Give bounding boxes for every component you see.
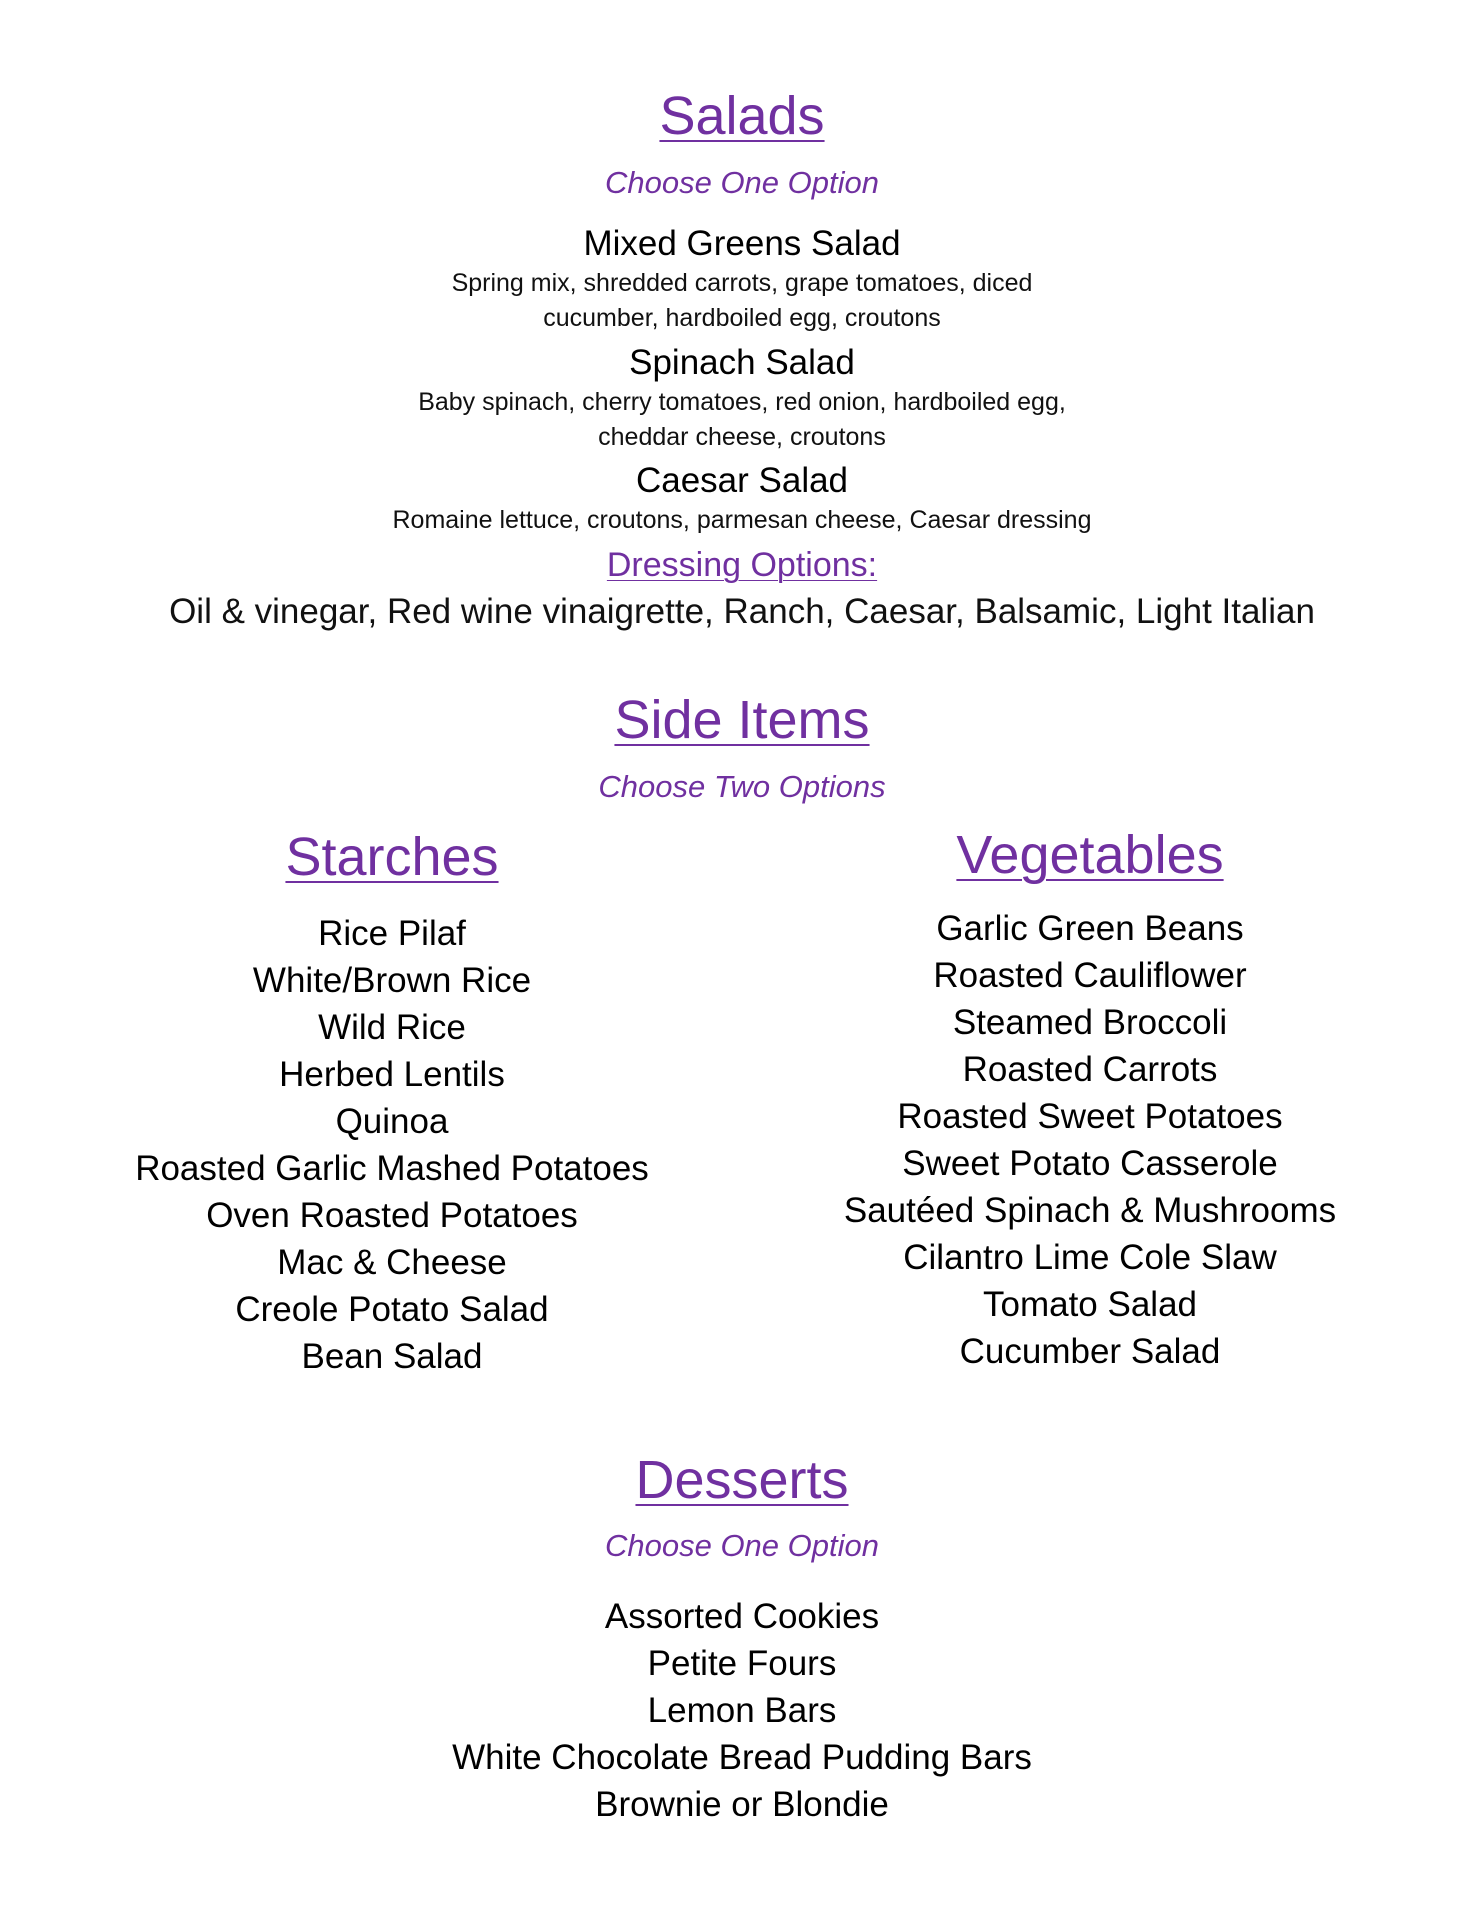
salad-description: Baby spinach, cherry tomatoes, red onion, hardboiled egg, (418, 388, 1066, 416)
salad-description: Romaine lettuce, croutons, parmesan cheese, Caesar dressing (392, 506, 1092, 534)
list-item: Rice Pilaf (318, 914, 466, 953)
list-item: Lemon Bars (647, 1691, 837, 1730)
list-item: Sautéed Spinach & Mushrooms (843, 1191, 1337, 1230)
list-item: Roasted Sweet Potatoes (897, 1097, 1283, 1136)
list-item: Bean Salad (301, 1337, 483, 1376)
list-item: Quinoa (335, 1102, 449, 1141)
list-item: Roasted Cauliflower (933, 956, 1247, 995)
list-item: Garlic Green Beans (936, 909, 1244, 948)
dressing-options-label: Dressing Options: (606, 546, 878, 584)
list-item: Wild Rice (318, 1008, 466, 1047)
list-item: Roasted Garlic Mashed Potatoes (135, 1149, 649, 1188)
salad-name: Mixed Greens Salad (583, 224, 901, 263)
salads-heading: Salads (659, 86, 825, 146)
list-item: Roasted Carrots (962, 1050, 1218, 1089)
list-item: Brownie or Blondie (595, 1785, 889, 1824)
desserts-heading: Desserts (635, 1450, 849, 1510)
list-item: Tomato Salad (982, 1285, 1198, 1324)
list-item: Cucumber Salad (959, 1332, 1221, 1371)
salad-description: cheddar cheese, croutons (598, 423, 886, 451)
salad-item-caesar (0, 459, 1484, 538)
salad-name: Caesar Salad (635, 461, 849, 500)
side-items-heading: Side Items (614, 690, 870, 750)
vegetables-list (790, 905, 1390, 1375)
list-item: White Chocolate Bread Pudding Bars (452, 1738, 1032, 1777)
list-item: White/Brown Rice (252, 961, 532, 1000)
list-item: Cilantro Lime Cole Slaw (903, 1238, 1277, 1277)
salad-name: Spinach Salad (629, 343, 855, 382)
list-item: Herbed Lentils (279, 1055, 505, 1094)
starches-list (92, 910, 692, 1380)
salad-description: Spring mix, shredded carrots, grape tomatoes, diced (451, 269, 1033, 297)
dressing-options-list: Oil & vinegar, Red wine vinaigrette, Ranch, Caesar, Balsamic, Light Italian (169, 592, 1315, 631)
salad-item-spinach (0, 341, 1484, 455)
desserts-list (0, 1593, 1484, 1828)
side-items-subtitle: Choose Two Options (598, 769, 886, 804)
vegetables-heading: Vegetables (956, 825, 1224, 885)
list-item: Steamed Broccoli (952, 1003, 1228, 1042)
list-item: Creole Potato Salad (235, 1290, 549, 1329)
starches-heading: Starches (285, 827, 499, 887)
salad-item-mixed-greens (0, 222, 1484, 336)
desserts-subtitle: Choose One Option (604, 1528, 879, 1563)
salad-description: cucumber, hardboiled egg, croutons (543, 304, 941, 332)
list-item: Petite Fours (647, 1644, 837, 1683)
list-item: Assorted Cookies (604, 1597, 880, 1636)
list-item: Mac & Cheese (277, 1243, 507, 1282)
salads-subtitle: Choose One Option (604, 165, 879, 200)
list-item: Oven Roasted Potatoes (206, 1196, 578, 1235)
list-item: Sweet Potato Casserole (902, 1144, 1278, 1183)
